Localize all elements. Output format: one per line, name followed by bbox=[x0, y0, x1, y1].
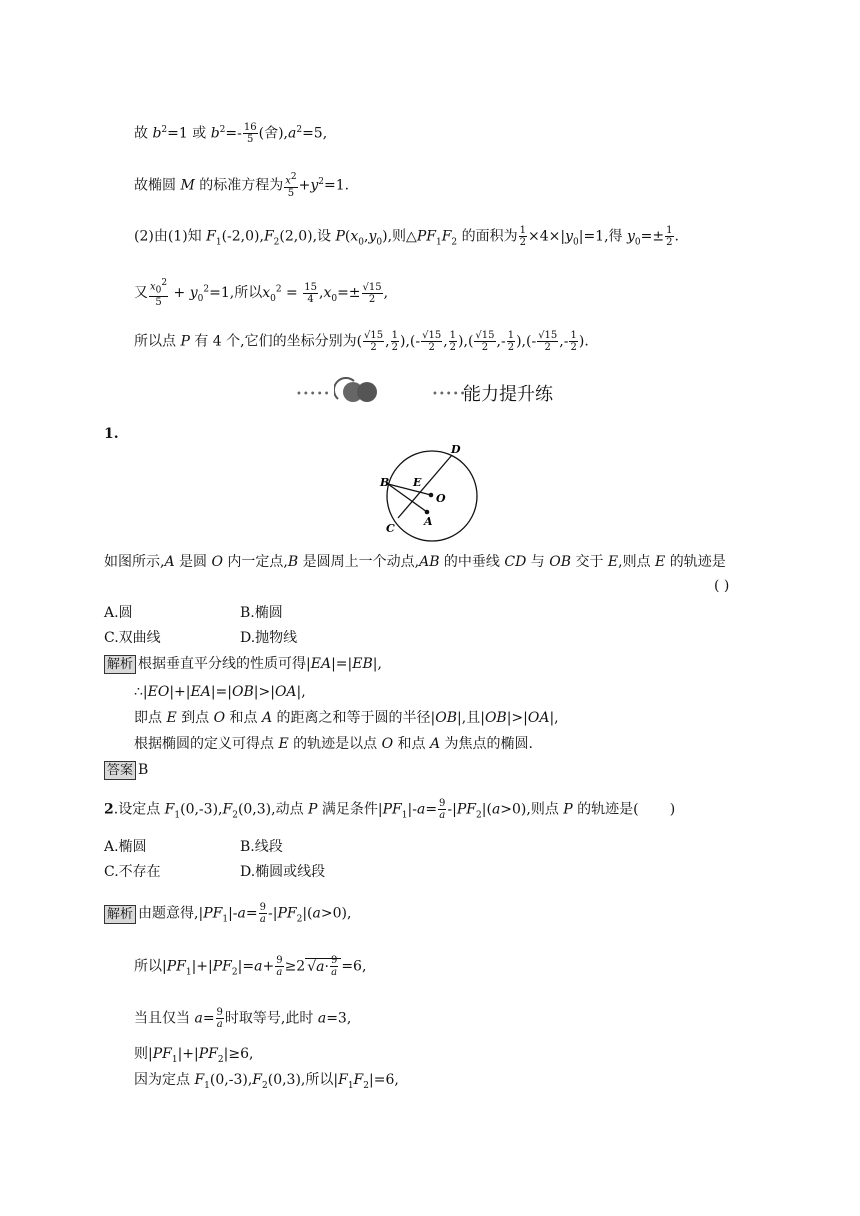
q2-stem: 2.设定点 $F_1(0,-3),F_2(0,3)$,动点 P 满足条件$|PF_1|-a=$ $\frac{9}{a}$ $-|PF_2|(a>0)$,则点 P 的轨迹是( ) bbox=[104, 798, 676, 821]
q1-stem: 如图所示,A 是圆 O 内一定点,B 是圆周上一个动点,AB 的中垂线 CD 与 OB 交于 E,则点 E 的轨迹是 bbox=[104, 554, 726, 570]
solution-line-3: (2)由(1)知 $F_1(-2,0),F_2(2,0)$,设 $P(x_0,y_0)$,则$\triangle PF_1F_2$ 的面积为 $\frac{1}{2}$ $\times 4\times|y_0|=1$,得 $y_0=\pm$ $\frac{1}{2}$ . bbox=[134, 225, 679, 248]
q2-option-d: D.椭圆或线段 bbox=[240, 864, 326, 880]
q1-analysis-line-2: ∴|EO|+|EA|=|OB|>|OA|, bbox=[134, 684, 306, 700]
q1-analysis-line-3: 即点 E 到点 O 和点 A 的距离之和等于圆的半径|OB|,且|OB|>|OA|, bbox=[134, 710, 559, 726]
q2-analysis-line-1: 解析 由题意得$,|PF_1|-a=$ $\frac{9}{a}$ $-|PF_2|(a>0)$, bbox=[104, 902, 351, 929]
solution-line-2: 故椭圆 M 的标准方程为 $\frac{x^2}{5}$ $+y^2=1$. bbox=[134, 172, 350, 199]
q1-analysis-line-1: 解析 根据垂直平分线的性质可得|EA|=|EB|, bbox=[104, 654, 382, 674]
q1-answer-bracket: ( ) bbox=[714, 578, 730, 594]
label-c: C bbox=[386, 522, 395, 535]
q2-analysis-line-4: 则$|PF_1|+|PF_2|\ge 6$, bbox=[134, 1046, 254, 1065]
label-e: E bbox=[413, 476, 422, 489]
section-dots-left: ••••• bbox=[296, 389, 331, 400]
q1-circle-figure bbox=[372, 440, 488, 548]
section-title: 能力提升练 bbox=[463, 384, 553, 405]
q1-answer bbox=[104, 760, 148, 780]
analysis-tag: 解析 bbox=[104, 655, 136, 674]
q1-option-c: C.双曲线 bbox=[104, 630, 161, 646]
q1-option-a: A.圆 bbox=[104, 605, 133, 621]
label-b: B bbox=[380, 476, 390, 489]
solution-line-4: 又 $\frac{x_0^2}{5}$ + $y_0^2=1$,所以$x_0^2$ = $\frac{15}{4}$ $,x_0=\pm$ $\frac{√15}{2}$ , bbox=[134, 278, 389, 309]
q2-option-b: B.线段 bbox=[240, 839, 283, 855]
label-d: D bbox=[451, 443, 461, 456]
q2-option-a: A.椭圆 bbox=[104, 839, 147, 855]
line-cd bbox=[398, 455, 452, 518]
q1-option-b: B.椭圆 bbox=[240, 605, 283, 621]
label-a: A bbox=[424, 515, 433, 528]
q1-answer-value: B bbox=[138, 762, 149, 778]
answer-tag: 答案 bbox=[104, 761, 136, 780]
q2-option-c: C.不存在 bbox=[104, 864, 161, 880]
solution-line-5: 所以点 P 有 4 个,它们的坐标分别为( $\frac{√15}{2}$ , $\frac{1}{2}$ ),(- $\frac{√15}{2}$ , $\frac{1}{2}$ ),( $\frac{√15}{2}$ ,- $\frac{1}{2}$ ),(- $\frac{√15}{2}$ ,- $\frac{1}{2}$ ). bbox=[134, 330, 589, 353]
q2-analysis-line-5: 因为定点 $F_1(0,-3),F_2(0,3)$,所以$|F_1F_2|=6$, bbox=[134, 1072, 399, 1091]
analysis-tag-2: 解析 bbox=[104, 905, 136, 924]
label-o: O bbox=[436, 492, 446, 505]
q2-analysis-line-2: 所以$|PF_1|+|PF_2|=a+$ $\frac{9}{a}$ ≥2 √a· $\frac{9}{a}$ =6, bbox=[134, 955, 367, 978]
line-ob bbox=[388, 484, 431, 495]
section-heading bbox=[296, 377, 596, 407]
q1-number: 1. bbox=[104, 426, 119, 442]
q1-analysis-line-4: 根据椭圆的定义可得点 E 的轨迹是以点 O 和点 A 为焦点的椭圆. bbox=[134, 736, 534, 752]
section-dots-right: ••••• bbox=[432, 389, 467, 400]
q1-option-d: D.抛物线 bbox=[240, 630, 298, 646]
q2-analysis-line-3: 当且仅当 a= $\frac{9}{a}$ 时取等号,此时 a=3, bbox=[134, 1007, 352, 1030]
point-a bbox=[425, 510, 430, 515]
solution-line-1: 故 $b^2=1$ 或 $b^2=-$ $\frac{16}{5}$ (舍)$,a^2=5$, bbox=[134, 122, 328, 146]
point-o bbox=[429, 493, 434, 498]
section-badge-icon bbox=[334, 377, 382, 407]
